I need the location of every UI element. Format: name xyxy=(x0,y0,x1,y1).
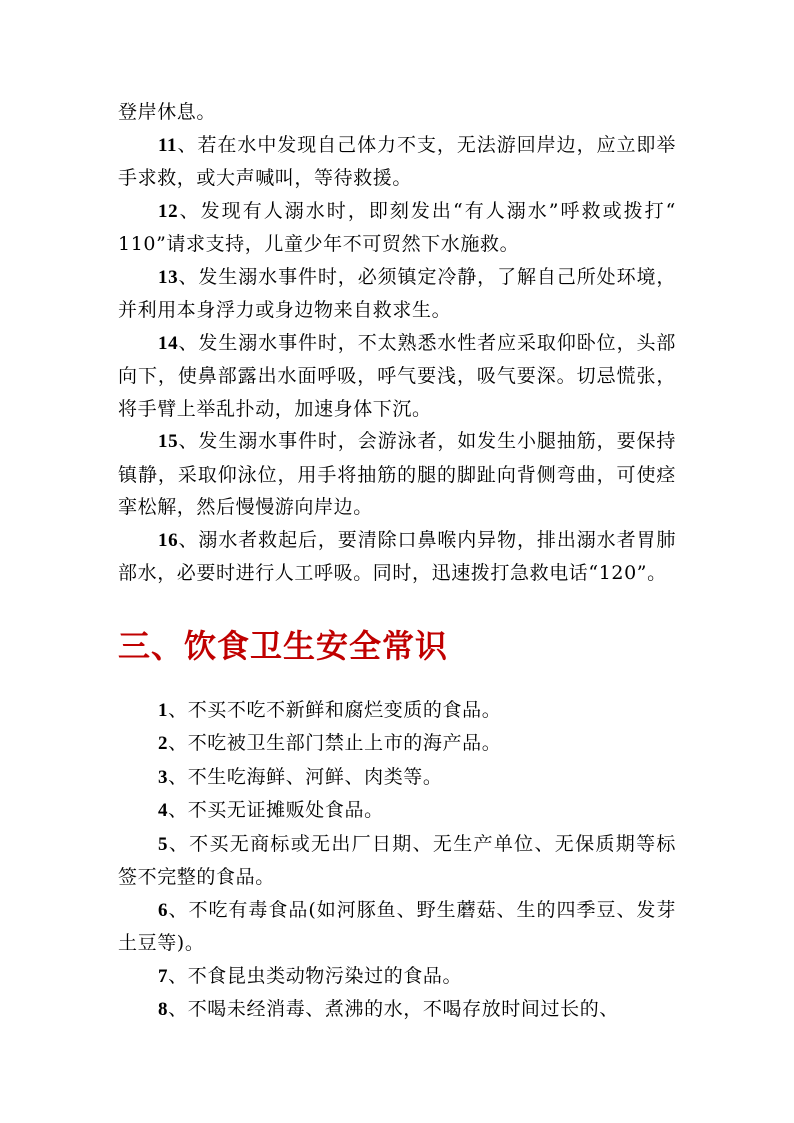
list-item xyxy=(118,894,676,960)
document-page xyxy=(118,96,676,1027)
section-heading: 三、饮食卫生安全常识 xyxy=(118,626,449,665)
item-text: 、不吃有毒食品(如河豚鱼、野生蘑菇、生的四季豆、发芽土豆等)。 xyxy=(118,898,676,954)
list-item xyxy=(118,761,676,795)
list-item xyxy=(118,129,676,195)
drowning-safety-list xyxy=(118,129,676,590)
item-text: 、不买无商标或无出厂日期、无生产单位、无保质期等标签不完整的食品。 xyxy=(118,832,676,888)
list-item xyxy=(118,960,676,994)
item-number: 6 xyxy=(158,899,169,921)
item-text: 、发现有人溺水时，即刻发出“有人溺水”呼救或拨打“ 110”请求支持，儿童少年不可贸然下水施救。 xyxy=(118,199,676,255)
list-item xyxy=(118,727,676,761)
item-number: 1 xyxy=(158,699,169,721)
item-number: 5 xyxy=(158,833,169,855)
list-item xyxy=(118,425,676,524)
item-number: 2 xyxy=(158,733,169,754)
item-number: 12 xyxy=(158,200,179,222)
list-item xyxy=(118,195,676,261)
item-number: 11 xyxy=(158,134,178,156)
item-text: 、发生溺水事件时，会游泳者，如发生小腿抽筋，要保持镇静，采取仰泳位，用手将抽筋的腿的脚趾向背侧弯曲，可使痉挛松解，然后慢慢游向岸边。 xyxy=(118,430,676,518)
item-number: 13 xyxy=(158,266,179,288)
item-text: 、不买无证摊贩处食品。 xyxy=(168,799,384,821)
item-number: 3 xyxy=(158,766,169,788)
list-item xyxy=(118,828,676,894)
continuation-text: 登岸休息。 xyxy=(118,101,217,123)
food-safety-list xyxy=(118,694,676,1027)
item-text: 、发生溺水事件时，不太熟悉水性者应采取仰卧位，头部向下，使鼻部露出水面呼吸，呼气要浅，吸气要深。切忌慌张，将手臂上举乱扑动，加速身体下沉。 xyxy=(118,331,676,420)
list-item xyxy=(118,327,676,426)
item-text: 、不吃被卫生部门禁止上市的海产品。 xyxy=(168,732,502,754)
list-item xyxy=(118,524,676,590)
item-number: 4 xyxy=(158,800,169,821)
item-number: 7 xyxy=(158,965,169,987)
item-text: 、不喝未经消毒、煮沸的水，不喝存放时间过长的、 xyxy=(168,998,619,1020)
item-text: 、不食昆虫类动物污染过的食品。 xyxy=(168,964,463,987)
item-number: 8 xyxy=(158,999,169,1020)
item-text: 、若在水中发现自己体力不支，无法游回岸边，应立即举手求救，或大声喊叫，等待救援。 xyxy=(118,133,676,189)
item-text: 、溺水者救起后，要清除口鼻喉内异物，排出溺水者胃肺部水，必要时进行人工呼吸。同时，迅速拨打急救电话“120”。 xyxy=(118,528,676,584)
item-number: 14 xyxy=(158,332,179,354)
item-text: 、不买不吃不新鲜和腐烂变质的食品。 xyxy=(168,698,502,721)
item-number: 16 xyxy=(158,529,179,551)
list-item xyxy=(118,261,676,327)
item-number: 15 xyxy=(158,431,179,452)
list-item xyxy=(118,694,676,728)
list-item xyxy=(118,794,676,828)
list-item xyxy=(118,993,676,1027)
item-text: 、发生溺水事件时，必须镇定冷静，了解自己所处环境，并利用本身浮力或身边物来自救求生。 xyxy=(118,265,676,321)
item-text: 、不生吃海鲜、河鲜、肉类等。 xyxy=(168,765,443,788)
